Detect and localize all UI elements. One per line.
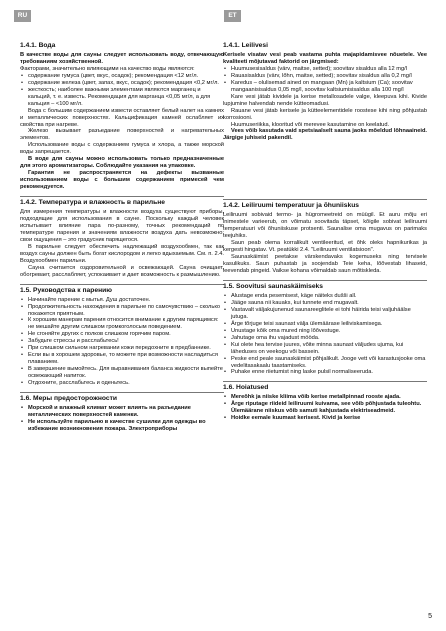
bullet-list bbox=[223, 293, 427, 376]
language-badge-ru: RU bbox=[14, 10, 31, 22]
et-section-guidelines bbox=[223, 281, 427, 376]
paragraph: Сауна считается оздоровительной и освежающей. Сауна очищает, обогревает, расслабляет, успокаивает и дает возможность к размышлению. bbox=[20, 264, 224, 278]
list-item: • Huumusesisaldus (värv, maitse, setted); soovitav sisaldus alla 12 mg/l bbox=[223, 66, 427, 73]
list-item: • Jahutage oma ihu vajadust mööda. bbox=[223, 335, 427, 342]
list-item: • Hoidke eemale kuumast kerisest. Kivid ja kerise bbox=[223, 415, 427, 422]
language-badge-et: ET bbox=[224, 10, 241, 22]
paragraph: Leiliruumi sobivaid termo- ja hügromeetreid on müügil. Et auru mõju eri inimestele varieerub, on võimatu soovitada täpset, kõigile sobivat leiliruumi temperatuuri või õhuniiskuse protsenti. Saunalise oma mugavus on parimaks teejuhiks. bbox=[223, 212, 427, 240]
list-item: • Unustage kõik oma mured ning lõõvestuge. bbox=[223, 328, 427, 335]
list-item: • содержание железа (цвет, запах, вкус, осадок); рекомендация <0,2 мг/л. bbox=[20, 80, 224, 87]
paragraph: Vees võib kasutada vaid spetsiaalselt sauna jaoks mõeldud lõhnaaineid. Järgige juhiseid pakendil. bbox=[223, 128, 427, 142]
ru-section-warnings bbox=[20, 393, 224, 433]
page-number: 5 bbox=[428, 613, 432, 620]
section-title: 1.6. Hoiatused bbox=[223, 384, 269, 392]
section-title: 1.4.2. Leiliruumi temperatuur ja õhuniiskus bbox=[223, 202, 360, 210]
section-title: 1.5. Soovitusi saunaskäimiseks bbox=[223, 282, 323, 290]
list-item: • Karedus – olulisemad ained on mangaan (Mn) ja kaltsium (Ca); soovitav mangaanisisaldus 0,05 mg/l, soovitav kaltsiumisisaldus alla 100 mg/l bbox=[223, 80, 427, 94]
et-section-temperature bbox=[223, 200, 427, 275]
list-item: • Не используйте парильню в качестве сушилки для одежды во избежание возникновения пожара. Электроприборы bbox=[20, 419, 224, 433]
et-column bbox=[223, 40, 427, 422]
paragraph: Saun peab olema korralikult ventileeritud, et õhk oleks hapnikurikas ja kergesti hingatav. Vt. peatükki 2.4. "Leiliruumi ventilatsioon". bbox=[223, 240, 427, 254]
section-title: 1.4.1. Вода bbox=[20, 42, 56, 49]
list-item: • жесткость; наиболее важными элементами являются марганец и кальций, т. е. известь. Рекомендация для марганца <0,05 мг/л, а для кальция – <100 мг/л. bbox=[20, 87, 224, 108]
list-item: • Если вы в хорошем здоровье, то можете при возможности насладиться плаванием. bbox=[20, 352, 224, 366]
list-item: • Ärge riputage riideid leiliruumi kuivama, see võib põhjustada tuleohtu. Ülemäärane niiskus võib samuti kahjustada elektriseadmeid. bbox=[223, 401, 427, 415]
list-item: • Peske end peale saunaskäimist põhjalikult. Joogе vett või karastusjooke oma vedelitasakaalu taastamiseks. bbox=[223, 356, 427, 370]
paragraph: В парильне следует обеспечить надлежащий воздухообмен, так как воздух сауны должен быть богат кислородом и легко вдыхаемым. См. п. 2.4. Воздухообмен парильни. bbox=[20, 243, 224, 264]
ru-section-guidelines bbox=[20, 285, 224, 387]
list-item: • К хорошим манерам парения относится внимание к другим парящимся: не мешайте другим слишком громкоголосым поведением. bbox=[20, 317, 224, 331]
section-title: 1.6. Меры предосторожности bbox=[20, 394, 117, 402]
list-item: • Забудьте стрессы и расслабьтесь! bbox=[20, 338, 224, 345]
paragraph: В воде для сауны можно использовать только предназначенные для этого ароматизаторы. Соблюдайте указания на упаковке. bbox=[20, 156, 224, 170]
list-item: • Merеõhk ja niiske kliima võib kerise metallpinnad rooste ajada. bbox=[223, 394, 427, 401]
paragraph: Huumuseriikka, klooritud või mereveе kasutamine on keelatud. bbox=[231, 121, 390, 128]
list-item: • Puhake enne riietumist ning laske pulsil normaliseeruda. bbox=[223, 369, 427, 376]
list-item: • Vastavalt väljakujunenud saunareeglitele ei tohi häirida teisi valjuhäälse jutuga. bbox=[223, 307, 427, 321]
paragraph: Saunaskäimist peetakse värskendavaks kogemuseks ning tervisele kasulikuks. Saun puhastab ja soojendab Teie keha, lõõvestab lihaseid, leevendab pingeid. Vaikse kohana võimaldab saun mõtiskleda. bbox=[223, 254, 427, 275]
paragraph: Kare vesi jätab kividele ja kerise metallosadele valge, kleepuva kihi. Kivide lupjumine halvendab nende kütteomadusi. bbox=[223, 93, 427, 107]
bullet-list bbox=[20, 73, 224, 108]
paragraph: Rauane vesi jätab kerisele ja küttеelementidele roostese kihi ning põhjustab korrosiooni. bbox=[223, 107, 427, 121]
section-title: 1.4.2. Температура и влажность в парильне bbox=[20, 199, 165, 207]
bullet-list bbox=[20, 297, 224, 387]
paragraph: Железо вызывает разъедание поверхностей и нагревательных элементов. bbox=[20, 128, 224, 142]
list-item: • Jääge sauna nii kauaks, kui tunnete end mugavalt. bbox=[223, 300, 427, 307]
spacer bbox=[223, 142, 427, 194]
section-title: 1.4.1. Leilivesi bbox=[223, 42, 268, 49]
paragraph: Kerisele visatav vesi peab vastama puhta majapidamisvee nõuetele. Vee kvaliteeti mõjutavad faktorid on järgmised: bbox=[223, 52, 427, 65]
ru-column bbox=[20, 40, 224, 433]
bullet-list bbox=[20, 405, 224, 433]
paragraph: Использование воды с содержанием гумуса и хлора, а также морской воды запрещается. bbox=[20, 142, 224, 156]
paragraph: В качестве воды для сауны следует использовать воду, отвечающую требованиям хозяйственной. bbox=[20, 52, 224, 65]
list-item: • Продолжительность нахождения в парильне по самочувствию – сколько покажется приятным. bbox=[20, 304, 224, 318]
paragraph: Факторами, значительно влияющими на качество воды являются: bbox=[20, 65, 195, 72]
list-item: • Rauasisaldus (värv, lõhn, maitse, setted); soovitav sisaldus alla 0,2 mg/l bbox=[223, 73, 427, 80]
et-section-water bbox=[223, 40, 427, 142]
ru-section-temperature bbox=[20, 197, 224, 279]
paragraph: Гарантия не распространяется на дефекты вызванные использованием воды с большим содержанием примесей чем рекомендуется. bbox=[20, 170, 224, 191]
list-item: • Kui olete hea tervise juures, võite minna saunast väljudes ujuma, kui läheduses on veekogu või bassein. bbox=[223, 342, 427, 356]
bullet-list bbox=[223, 66, 427, 94]
list-item: • В завершение вымойтесь. Для выравнивания баланса жидкости выпейте освежающий напиток. bbox=[20, 366, 224, 380]
list-item: • Отдохните, расслабьтесь и оденьтесь. bbox=[20, 380, 224, 387]
bullet-list bbox=[223, 394, 427, 422]
section-title: 1.5. Руководства к парению bbox=[20, 286, 112, 294]
list-item: • При слишком сильном нагревании кожи передохните в предбаннике. bbox=[20, 345, 224, 352]
et-section-warnings bbox=[223, 382, 427, 422]
list-item: • Не сгоняйте других с полков слишком горячим паром. bbox=[20, 331, 224, 338]
list-item: • Ärge tõrjuge teisi saunast välja ülemäärase leiliviskamisega. bbox=[223, 321, 427, 328]
list-item: • Alustage enda pesemisest, käge näiteks dušši all. bbox=[223, 293, 427, 300]
list-item: • Морской и влажный климат может влиять на разъедание металлических поверхностей каменки. bbox=[20, 405, 224, 419]
list-item: • содержание гумуса (цвет, вкус, осадок); рекомендация <12 мг/л. bbox=[20, 73, 224, 80]
paragraph: Вода с большим содержанием извести оставляет белый налет на камнях и металлических поверхностях. Кальцификация камней ослабляет их свойства при нагреве. bbox=[20, 107, 224, 128]
paragraph: Для измерения температуры и влажности воздуха существуют приборы, подходящие для использования в сауне. Поскольку каждый человек испытывает влияние пара по-разному, точных рекомендаций по температуре парения и значениям влажности воздуха дать невозможно: свои ощущения – это градусник парящегося. bbox=[20, 209, 224, 243]
list-item: • Начинайте парение с мытья. Душ достаточен. bbox=[20, 297, 224, 304]
ru-section-water bbox=[20, 40, 224, 191]
